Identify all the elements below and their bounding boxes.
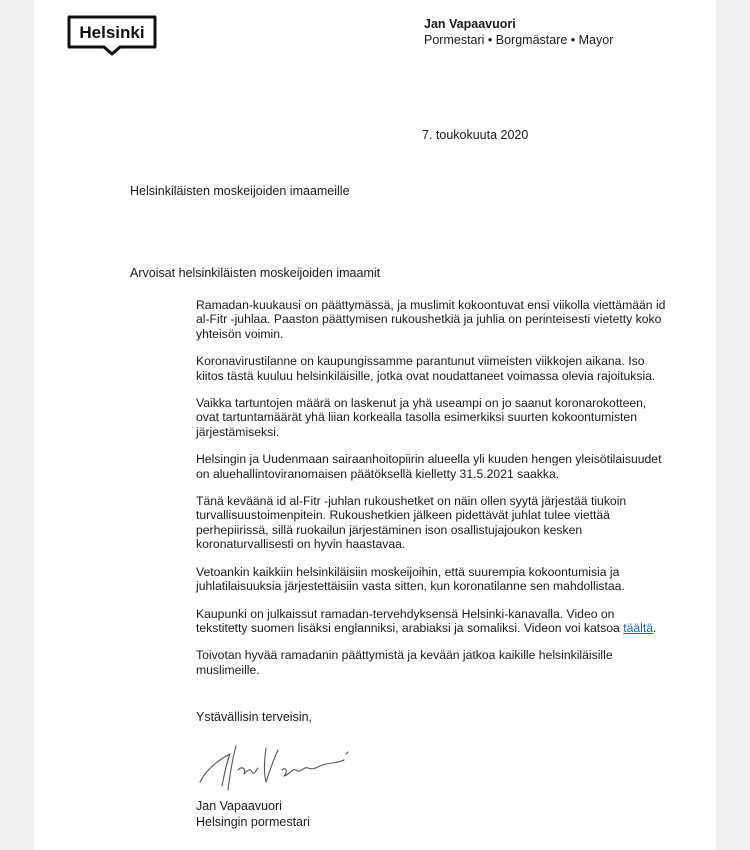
body-paragraph-6: Vetoankin kaikkiin helsinkiläisiin moskeijoihin, että suurempia kokoontumisia ja juhlatilaisuuksia järjestettäisiin vasta sitten, kun koronatilanne sen mahdollistaa. bbox=[196, 564, 625, 594]
sender-block bbox=[424, 16, 613, 48]
body-paragraph-video bbox=[196, 607, 666, 636]
signature-name: Jan Vapaavuori bbox=[196, 799, 282, 813]
closing-line: Ystävällisin terveisin, bbox=[196, 710, 313, 724]
signature-icon bbox=[196, 740, 356, 794]
video-link[interactable]: täältä bbox=[623, 620, 654, 635]
body-paragraph-5: Tänä keväänä id al-Fitr -juhlan rukoushetket on näin ollen syytä järjestää tiukoin turvallisuustoimenpitein. Rukoushetkien jälkeen pidettävät juhlat tulee viettää perhepiirissä, sillä ruokailun järjestäminen ison osallistujajoukon kesken koronaturvallisesti on hyvin haastavaa. bbox=[196, 494, 627, 552]
body-paragraph-3: Vaikka tartuntojen määrä on laskenut ja yhä useampi on jo saanut koronarokotteen, ovat tartuntamäärät yhä liian korkealla tasolla esimerkiksi suurten kokoontumisten järjestämiseksi. bbox=[196, 396, 647, 439]
greeting-line: Arvoisat helsinkiläisten moskeijoiden imaamit bbox=[130, 266, 381, 280]
signature-block bbox=[196, 798, 310, 830]
sender-title: Pormestari • Borgmästare • Mayor bbox=[424, 33, 614, 47]
body-paragraph-2: Koronavirustilanne on kaupungissamme parantunut viimeisten viikkojen aikana. Iso kiitos tästä kuuluu helsinkiläisille, jotka ovat noudattaneet voimassa olevia rajoituksia. bbox=[196, 354, 656, 383]
recipient-line: Helsinkiläisten moskeijoiden imaameille bbox=[130, 184, 350, 198]
body-paragraph-1: Ramadan-kuukausi on päättymässä, ja muslimit kokoontuvat ensi viikolla viettämään id al-Fitr -juhlaa. Paaston päättymisen rukoushetkiä ja juhlia on perinteisesti vietetty koko yhteisön voimin. bbox=[196, 298, 666, 341]
sender-name: Jan Vapaavuori bbox=[424, 17, 516, 31]
signature-title: Helsingin pormestari bbox=[196, 815, 310, 829]
handwritten-signature bbox=[196, 740, 356, 794]
logo-text: Helsinki bbox=[79, 23, 145, 42]
body-paragraph-4: Helsingin ja Uudenmaan sairaanhoitopiirin alueella yli kuuden hengen yleisötilaisuudet on aluehallintoviranomaisen päätöksellä kielletty 31.5.2021 saakka. bbox=[196, 452, 662, 481]
letter-date: 7. toukokuuta 2020 bbox=[422, 128, 529, 142]
helsinki-logo bbox=[66, 14, 158, 56]
video-paragraph-end: . bbox=[653, 620, 657, 635]
video-paragraph-text: Kaupunki on julkaissut ramadan-tervehdyksensä Helsinki-kanavalla. Video on tekstitetty suomen lisäksi englanniksi, arabiaksi ja somaliksi. Videon voi katsoa bbox=[196, 606, 624, 635]
body-paragraph-final: Toivotan hyvää ramadanin päättymistä ja kevään jatkoa kaikille helsinkiläisille muslimeille. bbox=[196, 648, 613, 677]
letter-body bbox=[196, 298, 666, 690]
